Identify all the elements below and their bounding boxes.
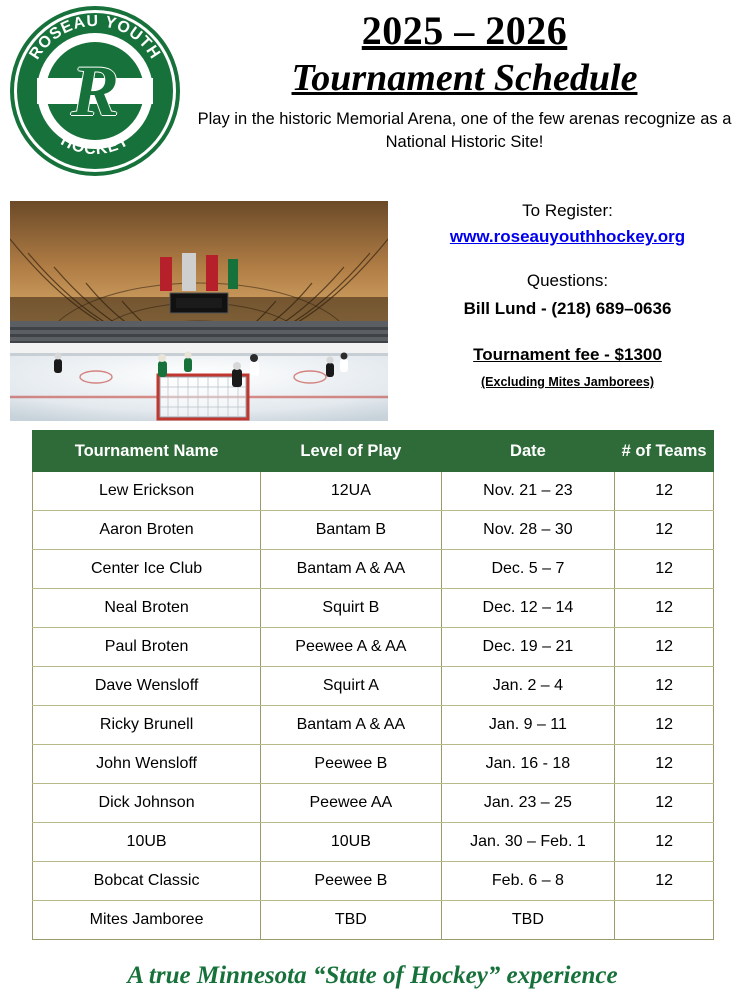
cell-teams: 12 bbox=[615, 745, 714, 784]
cell-tournament-name: Ricky Brunell bbox=[33, 706, 261, 745]
tournament-fee-note: (Excluding Mites Jamborees) bbox=[481, 375, 654, 389]
cell-date: Feb. 6 – 8 bbox=[441, 862, 615, 901]
table-row bbox=[33, 901, 714, 940]
cell-tournament-name: Paul Broten bbox=[33, 628, 261, 667]
column-header-level-of-play: Level of Play bbox=[261, 431, 441, 472]
cell-level-of-play: Bantam A & AA bbox=[261, 706, 441, 745]
cell-level-of-play: Bantam B bbox=[261, 511, 441, 550]
cell-level-of-play: TBD bbox=[261, 901, 441, 940]
cell-level-of-play: Peewee B bbox=[261, 862, 441, 901]
cell-teams: 12 bbox=[615, 667, 714, 706]
tournament-fee: Tournament fee - $1300 bbox=[473, 345, 662, 364]
page-subtitle: Play in the historic Memorial Arena, one of the few arenas recognize as a National Historic Site! bbox=[197, 110, 732, 151]
to-register-label: To Register: bbox=[522, 201, 613, 220]
table-row bbox=[33, 550, 714, 589]
cell-tournament-name: Dick Johnson bbox=[33, 784, 261, 823]
column-header-number-of-teams: # of Teams bbox=[615, 431, 714, 472]
cell-teams: 12 bbox=[615, 550, 714, 589]
roseau-youth-hockey-logo bbox=[10, 6, 180, 176]
registration-info bbox=[400, 199, 735, 394]
footer-tagline: A true Minnesota “State of Hockey” experience bbox=[127, 962, 618, 989]
cell-level-of-play: Squirt B bbox=[261, 589, 441, 628]
cell-teams: 12 bbox=[615, 823, 714, 862]
cell-teams bbox=[615, 901, 714, 940]
schedule-table-wrapper bbox=[32, 430, 714, 940]
arena-photo bbox=[10, 201, 388, 421]
cell-teams: 12 bbox=[615, 511, 714, 550]
cell-level-of-play: 12UA bbox=[261, 472, 441, 511]
cell-tournament-name: Lew Erickson bbox=[33, 472, 261, 511]
cell-tournament-name: Dave Wensloff bbox=[33, 667, 261, 706]
cell-level-of-play: Bantam A & AA bbox=[261, 550, 441, 589]
cell-date: Jan. 2 – 4 bbox=[441, 667, 615, 706]
logo-monogram: R bbox=[70, 51, 120, 131]
cell-tournament-name: Center Ice Club bbox=[33, 550, 261, 589]
table-row bbox=[33, 628, 714, 667]
cell-date: TBD bbox=[441, 901, 615, 940]
contact-info: Bill Lund - (218) 689–0636 bbox=[463, 299, 672, 318]
page-header bbox=[0, 0, 745, 185]
table-row bbox=[33, 472, 714, 511]
cell-date: Jan. 9 – 11 bbox=[441, 706, 615, 745]
column-header-tournament-name: Tournament Name bbox=[33, 431, 261, 472]
cell-tournament-name: Aaron Broten bbox=[33, 511, 261, 550]
cell-teams: 12 bbox=[615, 589, 714, 628]
cell-teams: 12 bbox=[615, 706, 714, 745]
cell-date: Nov. 28 – 30 bbox=[441, 511, 615, 550]
cell-teams: 12 bbox=[615, 628, 714, 667]
cell-date: Jan. 16 - 18 bbox=[441, 745, 615, 784]
cell-tournament-name: John Wensloff bbox=[33, 745, 261, 784]
cell-date: Nov. 21 – 23 bbox=[441, 472, 615, 511]
logo-top-text: ROSEAU YOUTH bbox=[26, 12, 164, 63]
cell-level-of-play: Peewee A & AA bbox=[261, 628, 441, 667]
table-row bbox=[33, 511, 714, 550]
logo-bottom-text: HOCKEY bbox=[57, 132, 133, 159]
logo-arc-text bbox=[10, 6, 180, 176]
cell-date: Dec. 19 – 21 bbox=[441, 628, 615, 667]
cell-date: Jan. 30 – Feb. 1 bbox=[441, 823, 615, 862]
table-row bbox=[33, 823, 714, 862]
cell-date: Jan. 23 – 25 bbox=[441, 784, 615, 823]
column-header-date: Date bbox=[441, 431, 615, 472]
title-block bbox=[190, 8, 739, 154]
table-header-row bbox=[33, 431, 714, 472]
table-row bbox=[33, 706, 714, 745]
table-row bbox=[33, 784, 714, 823]
table-row bbox=[33, 667, 714, 706]
tournament-schedule-table bbox=[32, 430, 714, 940]
info-section bbox=[0, 185, 745, 415]
cell-teams: 12 bbox=[615, 862, 714, 901]
cell-teams: 12 bbox=[615, 472, 714, 511]
cell-level-of-play: Squirt A bbox=[261, 667, 441, 706]
season-year: 2025 – 2026 bbox=[361, 8, 568, 53]
cell-tournament-name: Neal Broten bbox=[33, 589, 261, 628]
questions-label: Questions: bbox=[526, 271, 609, 290]
table-row bbox=[33, 862, 714, 901]
cell-level-of-play: Peewee AA bbox=[261, 784, 441, 823]
cell-tournament-name: 10UB bbox=[33, 823, 261, 862]
cell-teams: 12 bbox=[615, 784, 714, 823]
table-row bbox=[33, 589, 714, 628]
cell-level-of-play: 10UB bbox=[261, 823, 441, 862]
cell-tournament-name: Bobcat Classic bbox=[33, 862, 261, 901]
cell-tournament-name: Mites Jamboree bbox=[33, 901, 261, 940]
page-title: Tournament Schedule bbox=[291, 57, 638, 99]
table-row bbox=[33, 745, 714, 784]
cell-date: Dec. 5 – 7 bbox=[441, 550, 615, 589]
cell-level-of-play: Peewee B bbox=[261, 745, 441, 784]
cell-date: Dec. 12 – 14 bbox=[441, 589, 615, 628]
registration-url-link[interactable]: www.roseauyouthhockey.org bbox=[449, 227, 686, 246]
